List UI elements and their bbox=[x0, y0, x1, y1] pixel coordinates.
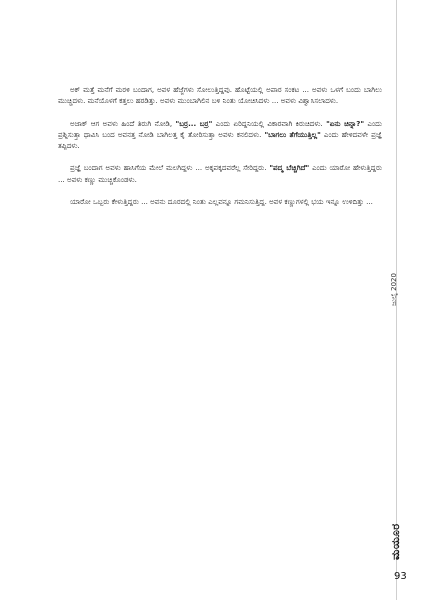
paragraph-3-open: ಪ್ರಜ್ಞೆ ಬಂದಾಗ ಅವಳು ಹಾಸಿಗೆಯ ಮೇಲೆ ಮಲಗಿದ್ದಳು ... ಅಕ್ಕಪಕ್ಕದವರೆಲ್ಲ ಸೇರಿದ್ದರು. bbox=[70, 163, 270, 173]
article-body bbox=[58, 84, 382, 207]
paragraph-2-mid: ಎಂದು ಏರಿದ್ದನಿಯಲ್ಲಿ ವಿಕಾರವಾಗಿ ಕಿರುಚಿದಳು. bbox=[212, 118, 327, 128]
quote-padma: "ಪದ್ಮ ಬೆಚ್ಚಿಗಿದೆ" bbox=[269, 163, 310, 173]
quote-chinna: "ಏನು ಚಿನ್ನಾ?" bbox=[326, 118, 365, 128]
page-number: 93 bbox=[394, 571, 407, 582]
paragraph-2-close: ಎಂದು ಹೇಳಿದವಳೇ ಪ್ರಜ್ಞೆ ತಪ್ಪಿದಳು. bbox=[58, 129, 383, 151]
paragraph-3 bbox=[58, 162, 382, 185]
paragraph-2-cont: ಎಂದು ಪ್ರಶ್ನಿಸುತ್ತಾ ಧಾವಿಸಿ ಬಂದ ಅವನತ್ತ ನೋಡಿ ಬಾಗಿಲತ್ತ ಕೈ ತೋರಿಸುತ್ತಾ ಅವಳು ಕನಲಿದಳು. bbox=[58, 118, 383, 139]
issue-date: ಜುಲೈ 2020 bbox=[390, 273, 398, 306]
magazine-logo: ಮಯೂರ bbox=[389, 523, 402, 560]
paragraph-2 bbox=[58, 118, 382, 152]
paragraph-4: ಯಾರೋ ಒಬ್ಬರು ಕೇಳುತ್ತಿದ್ದರು ... ಅವನು ದೂರದಲ್ಲಿ ನಿಂತು ಎಲ್ಲವನ್ನೂ ಗಮನಿಸುತ್ತಿದ್ದ. ಅವಳ ಕಣ್ಣುಗಳಲ್ಲಿ ಭಯ ಇನ್ನೂ ಉಳಿದಿತ್ತು ... bbox=[70, 197, 373, 207]
quote-door: "ಬಾಗಲು ತೆಗೆಯುತ್ತಿಲ್ಲ" bbox=[264, 129, 321, 139]
paragraph-3-close: ಎಂದು ಯಾರೋ ಹೇಳುತ್ತಿದ್ದರು ... ಅವಳು ಕಣ್ಣು ಮುಚ್ಚಿಕೊಂಡಳು. bbox=[58, 163, 382, 184]
paragraph-2-open: ಅಜಾಕ್ ಆಗ ಅವಳು ಹಿಂದೆ ತಿರುಗಿ ನೋಡಿ, bbox=[70, 118, 176, 128]
paragraph-1: ಅಕ್ ಮತ್ತೆ ಮನೆಗೆ ಮರಳಿ ಬಂದಾಗ, ಅವಳ ಹೆಜ್ಜೆಗಳು ಸೋಲುತ್ತಿದ್ದವು. ಹೊಟ್ಟೆಯಲ್ಲಿ ಅಪಾರ ಸಂಕಟ ... ಅವಳು ಒಳಗೆ ಬಂದು ಬಾಗಿಲು ಮುಚ್ಚಿದಳು. ಮನೆಯೊಳಗೆ ಕತ್ತಲು ಹರಡಿತ್ತು. ಅವಳು ಮುಂಬಾಗಿಲಿನ ಬಳಿ ನಿಂತು ಯೋಚಿಸಿದಳು ... ಅವಳು ವಿಶ್ವಾಸಿಸಲಾದಳು. bbox=[58, 85, 382, 106]
quote-barri: "ಬರ್ರ... ಬರ್ರ" bbox=[175, 118, 213, 128]
